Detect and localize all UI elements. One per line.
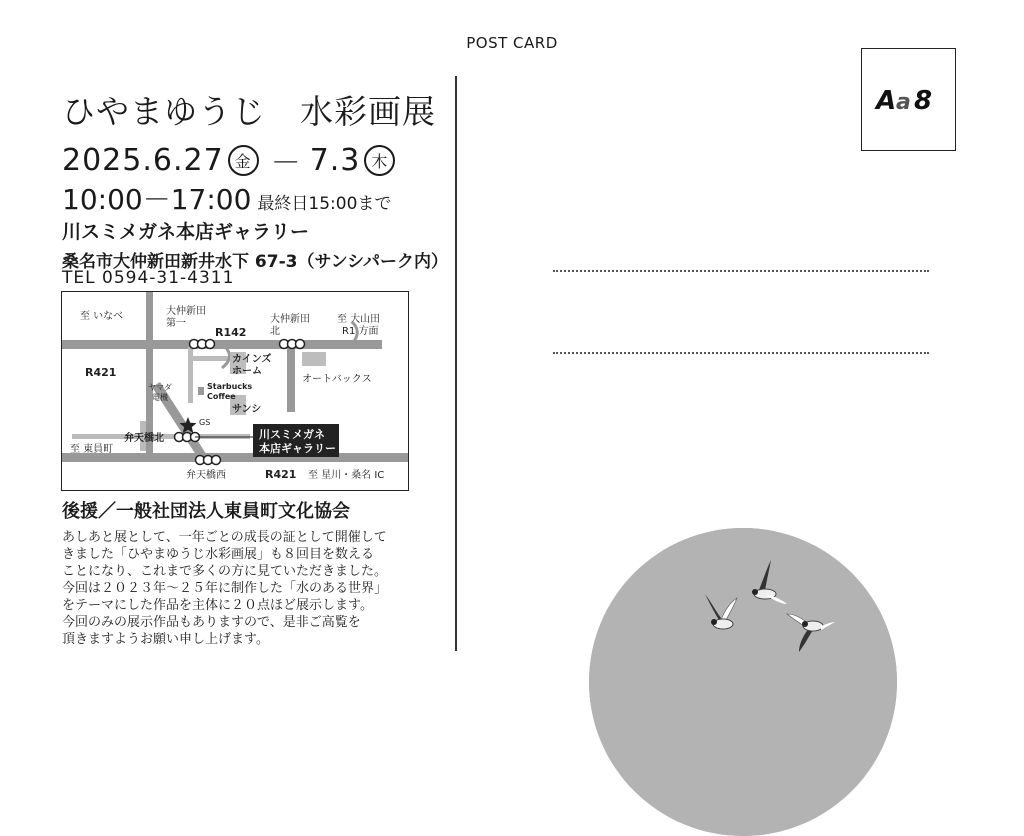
date-separator: － bbox=[270, 146, 302, 181]
venue-name: 川スミメガネ本店ギャラリー bbox=[62, 221, 310, 243]
address-line bbox=[553, 270, 929, 272]
road-east bbox=[287, 348, 295, 412]
postcard-label: POST CARD bbox=[466, 34, 558, 52]
description-line: をテーマにした作品を主体に２０点ほど展示します。 bbox=[62, 598, 373, 613]
label-ohnaka-daiichi-2: 第一 bbox=[166, 318, 186, 329]
label-bentenbashi-nishi: 弁天橋西 bbox=[186, 470, 226, 481]
hours-note: 最終日15:00まで bbox=[257, 194, 392, 214]
description bbox=[62, 529, 422, 648]
label-to-toin: 至 東員町 bbox=[70, 444, 114, 455]
label-gs: GS bbox=[199, 418, 211, 427]
svg-text:a: a bbox=[896, 90, 911, 115]
label-r421-left: R421 bbox=[85, 366, 117, 379]
exhibition-dates bbox=[62, 138, 399, 182]
label-gallery-2: 本店ギャラリー bbox=[259, 442, 336, 455]
traffic-signal-icon bbox=[190, 340, 215, 349]
label-ohnaka-daiichi-1: 大仲新田 bbox=[166, 306, 206, 317]
center-divider bbox=[455, 76, 457, 651]
label-to-oyamada: 至 大山田 bbox=[337, 314, 381, 325]
label-gallery-1: 川スミメガネ bbox=[259, 428, 325, 441]
label-to-inabe: 至 いなべ bbox=[80, 311, 124, 322]
aa8-logo bbox=[862, 49, 955, 150]
label-yamada-2: 電機 bbox=[152, 393, 168, 402]
label-starbucks-2: Coffee bbox=[207, 392, 236, 401]
seagull-photo bbox=[589, 528, 897, 836]
label-r1: R1 方面 bbox=[342, 326, 379, 337]
sponsor-line: 後援／一般社団法人東員町文化協会 bbox=[62, 501, 350, 522]
stamp-box bbox=[861, 48, 956, 151]
access-map-drawing bbox=[62, 292, 408, 490]
description-line: きました「ひやまゆうじ水彩画展」も８回目を数える bbox=[62, 547, 375, 562]
description-line: 頂きますようお願い申し上げます。 bbox=[62, 632, 269, 647]
description-line: 今回のみの展示作品もありますので、是非ご高覧を bbox=[62, 615, 361, 630]
label-ohnaka-kita-2: 北 bbox=[270, 326, 280, 337]
end-weekday-badge: 木 bbox=[364, 145, 395, 176]
hours-range: 10:00－17:00 bbox=[62, 183, 252, 216]
label-r142: R142 bbox=[215, 326, 247, 339]
label-yamada-1: ヤマダ bbox=[148, 383, 172, 392]
traffic-signal-icon bbox=[280, 340, 305, 349]
label-ohnaka-kita-1: 大仲新田 bbox=[270, 314, 310, 325]
road-small-1 bbox=[188, 347, 193, 403]
description-line: 今回は２０２３年～２５年に制作した「水のある世界」 bbox=[62, 581, 388, 596]
label-sanshi: サンシ bbox=[232, 404, 262, 415]
label-autobacs: オートバックス bbox=[302, 374, 372, 385]
description-line: あしあと展として、一年ごとの成長の証として開催して bbox=[62, 530, 387, 545]
label-cainz-2: ホーム bbox=[232, 366, 262, 377]
autobacs-block bbox=[302, 352, 326, 366]
address-line bbox=[553, 352, 929, 354]
date-start: 2025.6.27 bbox=[62, 142, 224, 178]
label-starbucks-1: Starbucks bbox=[207, 382, 253, 391]
svg-text:8: 8 bbox=[914, 86, 933, 116]
starbucks-block bbox=[198, 387, 204, 395]
seagull-photo-drawing bbox=[589, 528, 897, 836]
exhibition-title: ひやまゆうじ 水彩画展 bbox=[62, 92, 436, 131]
start-weekday-badge: 金 bbox=[228, 145, 259, 176]
svg-text:A: A bbox=[876, 86, 897, 116]
label-bentenbashi-kita: 弁天橋北 bbox=[124, 433, 164, 444]
venue-tel: TEL 0594-31-4311 bbox=[62, 268, 235, 288]
label-cainz-1: カインズ bbox=[232, 354, 272, 365]
road-r421-horizontal bbox=[62, 453, 408, 462]
opening-hours bbox=[62, 178, 391, 218]
label-r421-bottom: R421 bbox=[265, 468, 297, 481]
venue-address: 桑名市大仲新田新井水下 67-3（サンシパーク内） bbox=[62, 252, 448, 272]
access-map bbox=[61, 291, 409, 491]
traffic-signal-icon bbox=[196, 456, 221, 465]
label-to-hoshikawa: 至 星川・桑名 IC bbox=[308, 470, 385, 481]
road-small-2 bbox=[193, 356, 229, 361]
description-line: ことになり、これまで多くの方に見ていただきました。 bbox=[62, 564, 388, 579]
date-end: 7.3 bbox=[309, 142, 361, 178]
